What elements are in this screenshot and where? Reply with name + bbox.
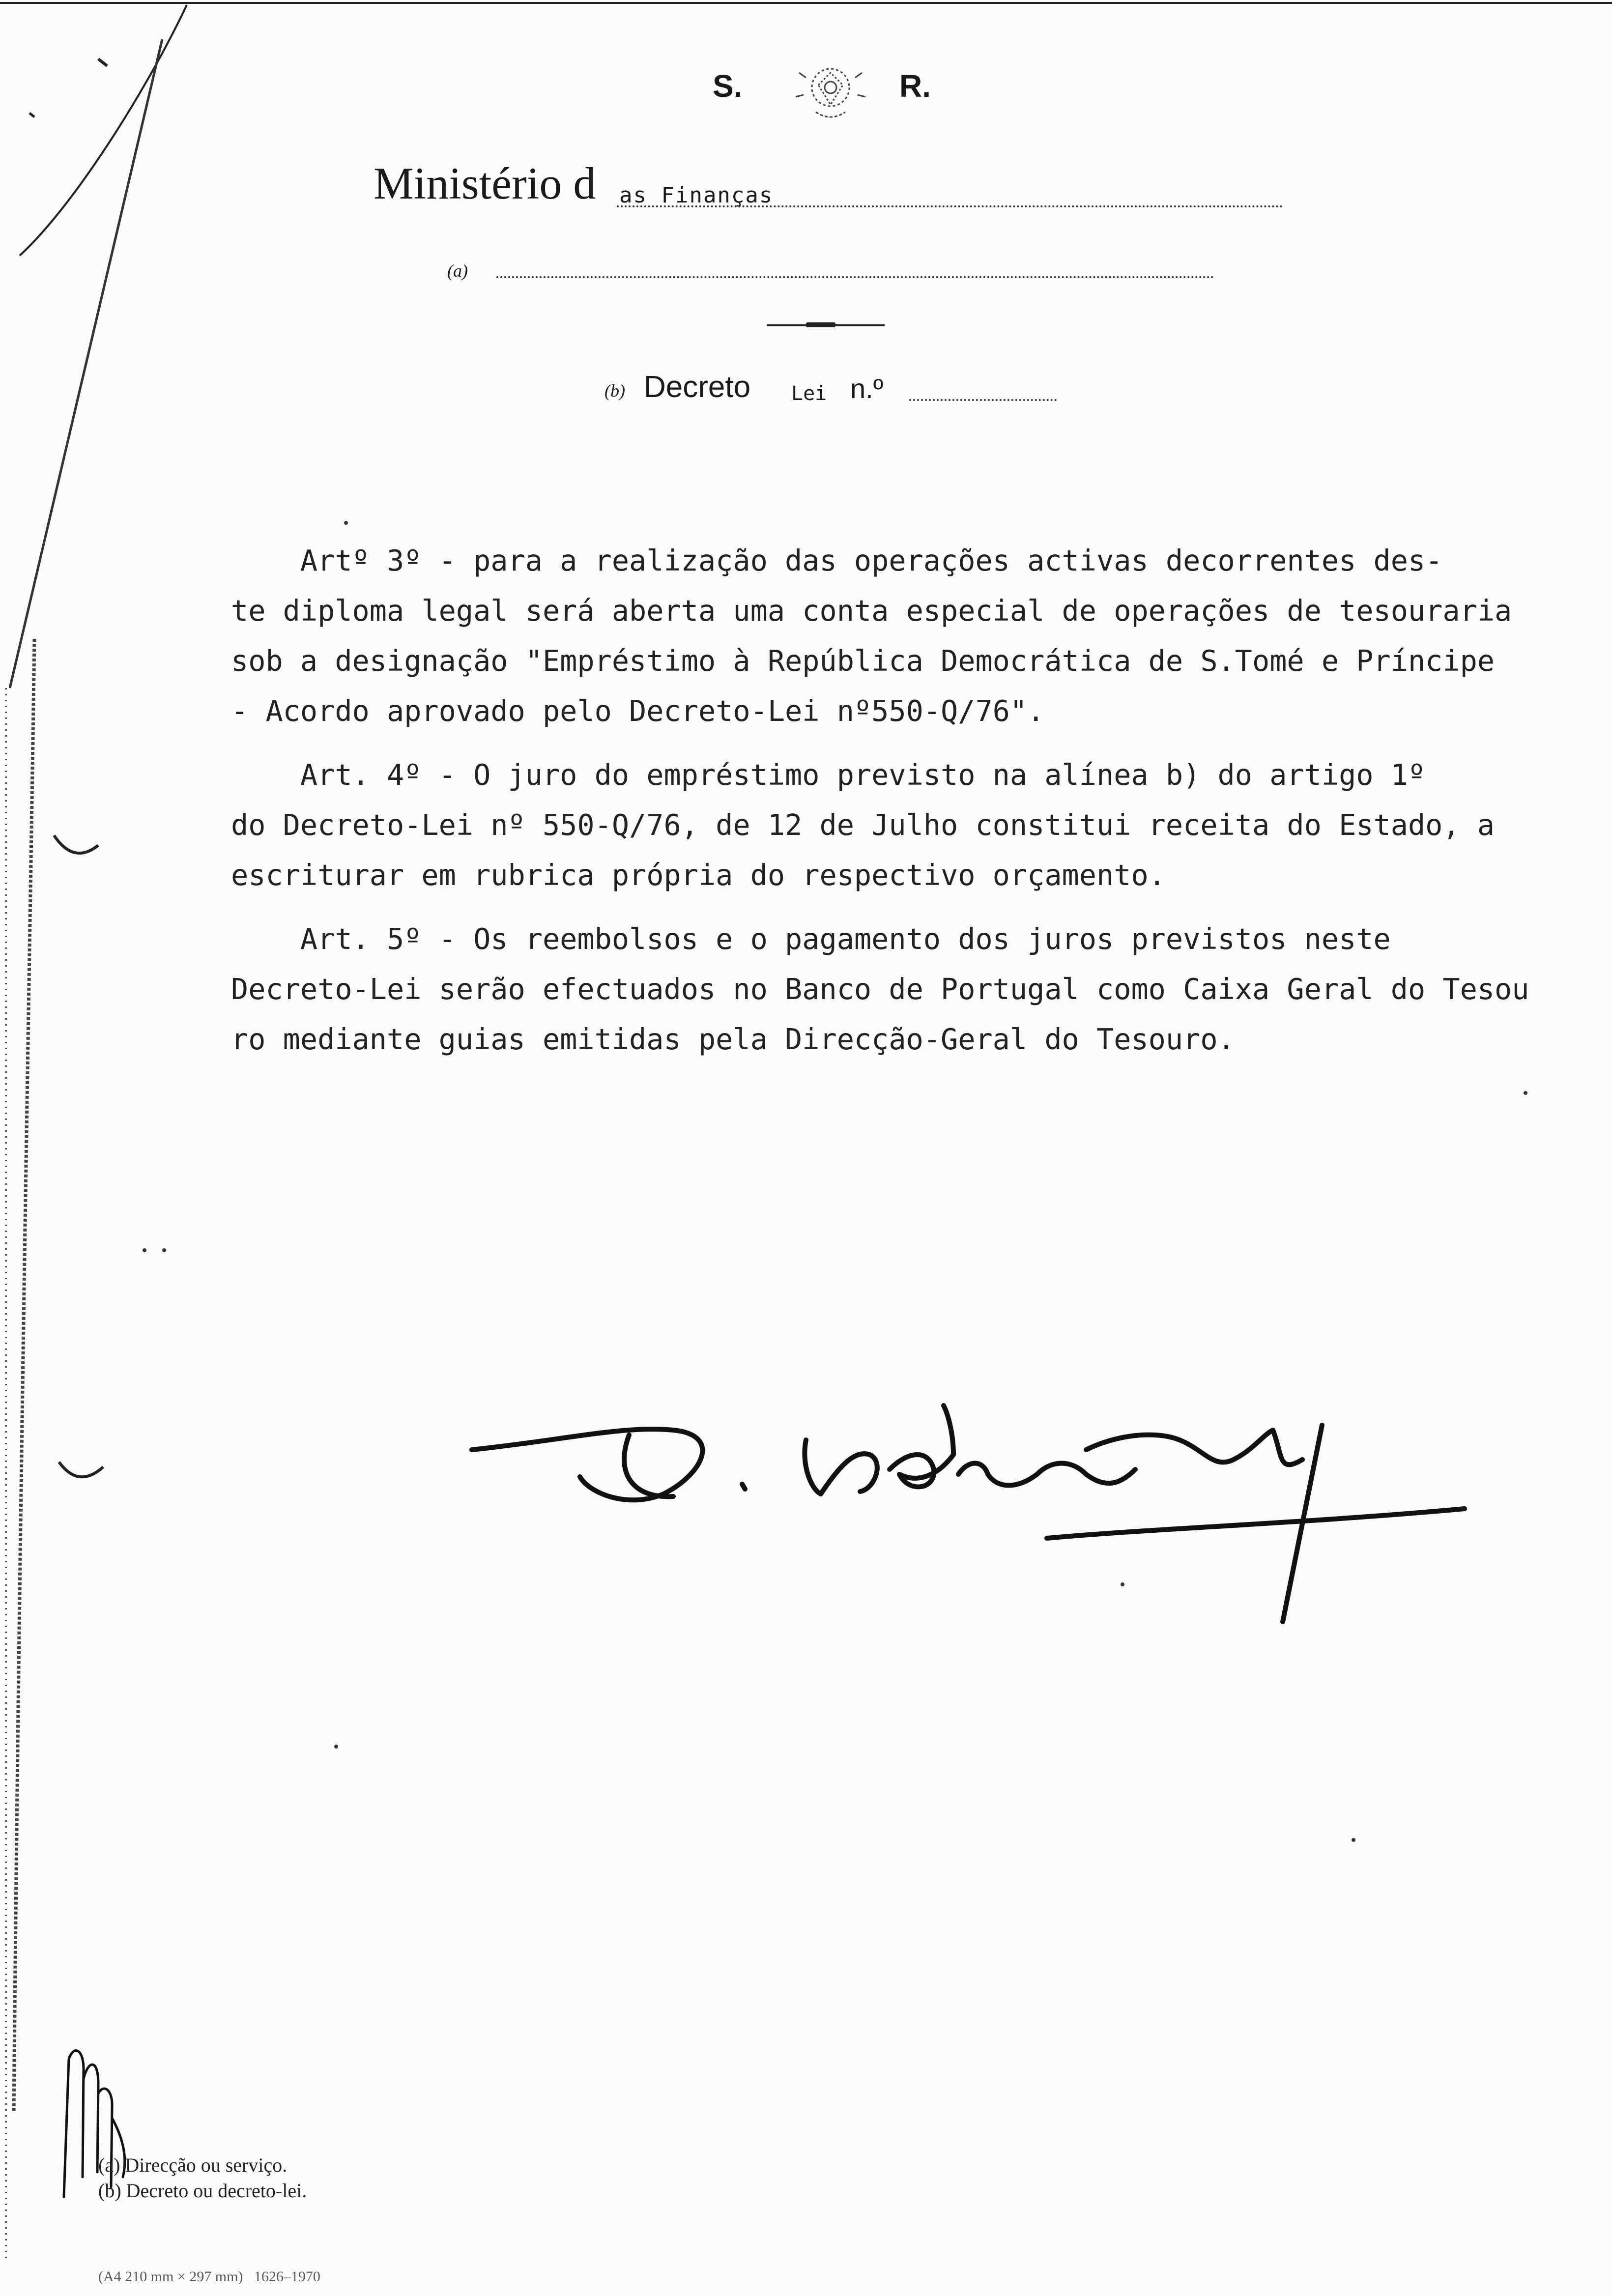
scan-speck — [334, 1745, 338, 1749]
scan-speck — [1352, 1838, 1355, 1842]
ministry-field — [374, 157, 1307, 216]
service-dotted-line — [496, 276, 1214, 278]
article-3: Artº 3º - para a realização das operações activas decorrentes des- te diploma legal será aberta uma conta especial de operações de tesouraria sob a designação "Empréstimo à República Democrática de S.Tomé e Príncipe - Acordo aprovado pelo Decreto-Lei nº550-Q/76". — [231, 544, 1512, 728]
decree-number-label: n.º — [850, 373, 884, 404]
ministry-label: Ministério d — [374, 158, 596, 208]
document-body — [231, 536, 1558, 1078]
article-5: Art. 5º - Os reembolsos e o pagamento dos juros previstos neste Decreto-Lei serão efectuados no Banco de Portugal como Caixa Geral do Tesou ro mediante guias emitidas pela Direcção-Geral do Tesouro. — [231, 922, 1529, 1056]
print-specification: (A4 210 mm × 297 mm) 1626–1970 — [98, 2268, 320, 2285]
top-border-line — [0, 2, 1612, 4]
scan-speck — [344, 521, 348, 525]
decree-field — [604, 370, 1057, 414]
coat-of-arms-icon — [777, 58, 885, 127]
decree-note-label: (b) — [604, 381, 625, 401]
decree-suffix: Lei — [791, 382, 827, 405]
header-divider-ornament — [806, 322, 835, 327]
header-r-letter: R. — [899, 68, 931, 104]
service-field-label: (a) — [447, 261, 468, 281]
decree-number-dotted-line — [909, 399, 1057, 401]
ministry-value: as Finanças — [619, 183, 774, 208]
republic-header — [708, 58, 963, 127]
article-4: Art. 4º - O juro do empréstimo previsto na alínea b) do artigo 1º do Decreto-Lei nº 550-Q/76, de 12 de Julho constitui receita do Estado, a escriturar em rubrica própria do respectivo orçamento. — [231, 758, 1495, 892]
header-s-letter: S. — [713, 68, 743, 104]
service-field — [447, 256, 1214, 285]
footnote-a: (a) Direcção ou serviço. — [98, 2154, 288, 2176]
footnote-b: (b) Decreto ou decreto-lei. — [98, 2180, 307, 2202]
decree-label: Decreto — [644, 370, 751, 404]
scan-speck — [1524, 1091, 1527, 1095]
footnotes — [98, 2152, 307, 2204]
ministry-dotted-line — [617, 205, 1283, 207]
scan-speck — [1121, 1582, 1124, 1586]
scan-speck — [162, 1248, 166, 1252]
scan-speck — [143, 1248, 146, 1252]
handwritten-signature-icon — [467, 1376, 1469, 1671]
